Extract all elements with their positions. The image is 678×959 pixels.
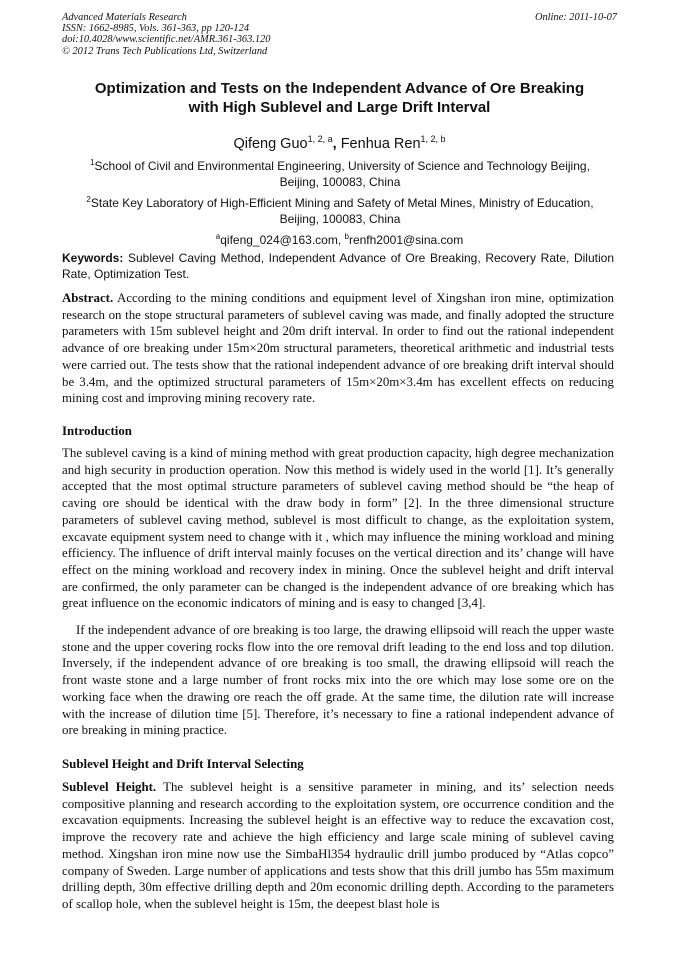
doi-line: doi:10.4028/www.scientific.net/AMR.361-363.120: [62, 34, 271, 46]
abstract: [62, 290, 614, 407]
affiliation-2: [70, 192, 610, 227]
author-emails: [62, 229, 617, 248]
author-2-name: Fenhua Ren: [340, 135, 421, 152]
affiliation-1: [70, 155, 610, 190]
sublevel-height-paragraph: [62, 779, 614, 913]
abstract-label: Abstract.: [62, 291, 114, 305]
affiliation-2-text: State Key Laboratory of High-Efficient Mining and Safety of Metal Mines, Ministry of Education, Beijing, 100083, China: [90, 196, 594, 226]
introduction-paragraph-2-text: If the independent advance of ore breaking is too large, the drawing ellipsoid will reach the upper waste stone and the upper covering rocks flow into the ore removal drift leading to the end loss and top dilution. Inversely, if the independent advance of ore breaking is too small, the drawing ellipsoid will reach the front waste stone and a large number of front rocks mix into the ore which may lose some ore on the working face when the drawing ore reach the off grade. At the same time, the dilution rate will increase with the increase of dilution time [5]. Therefore, it’s necessary to fine a rational independent advance of ore breaking in mining practice.: [62, 623, 614, 738]
email-1: qifeng_024@163.com,: [220, 233, 345, 247]
online-date: Online: 2011-10-07: [534, 12, 617, 23]
copyright-line: © 2012 Trans Tech Publications Ltd, Switzerland: [62, 45, 268, 57]
affiliation-1-sup: 1: [90, 158, 95, 167]
email-2-sup: b: [344, 232, 349, 241]
paper-title: [62, 79, 617, 117]
author-list: [62, 130, 617, 153]
affiliation-1-text: School of Civil and Environmental Engineering, University of Science and Technology Beijing, Beijing, 100083, China: [94, 159, 590, 189]
section-heading-introduction: Introduction: [62, 424, 132, 438]
keywords: [62, 250, 614, 282]
introduction-paragraph-2: [62, 622, 614, 739]
keywords-label: Keywords:: [62, 251, 124, 265]
affiliation-2-sup: 2: [86, 195, 91, 204]
keywords-text: Sublevel Caving Method, Independent Advance of Ore Breaking, Recovery Rate, Dilution Rate, Optimization Test.: [62, 251, 614, 281]
title-line-1: Optimization and Tests on the Independent Advance of Ore Breaking: [94, 80, 585, 97]
author-1-name: Qifeng Guo: [233, 135, 308, 152]
sublevel-height-lead: Sublevel Height.: [62, 780, 157, 794]
email-1-sup: a: [215, 232, 221, 241]
email-2: renfh2001@sina.com: [348, 233, 464, 247]
title-line-2: with High Sublevel and Large Drift Interval: [188, 99, 491, 116]
author-separator: ,: [332, 135, 341, 152]
issn-line: ISSN: 1662-8985, Vols. 361-363, pp 120-124: [62, 23, 250, 35]
sublevel-height-text: The sublevel height is a sensitive parameter in mining, and its’ selection needs compositive planning and research according to the exploitation system, ore occurrence condition and the excavation equipments. Increasing the sublevel height is an effective way to reduce the excavation cost, improve the recovery rate and achieve the high efficiency and large scale mining of sublevel caving method. Xingshan iron mine now use the SimbaHl354 hydraulic drill jumbo produced by “Atlas copco” company of Sweden. Large number of applications and tests show that this drill jumbo has 55m maximum drilling depth, 30m effective drilling depth and 20m economic drilling depth. According to the parameters of scallop hole, when the sublevel height is 15m, the deepest blast hole is: [62, 780, 615, 911]
introduction-paragraph-1: The sublevel caving is a kind of mining method with great production capacity, high degree mechanization and high security in production operation. Now this method is widely used in the world [1]. It’s generally accepted that the most optimal structure parameters of sublevel caving method should be “the heap of caving ore should be identical with the draw body in form” [2]. In the three dimensional structure parameters of sublevel caving method, sublevel is most difficult to change, as the exploitation system, excavate equipment system need to change with it , which may influence the mining workload and mining efficiency. The influence of drift interval mainly focuses on the vertical direction and its’ change will have effect on the mining workload and recovery index in mining. Once the sublevel height and drift interval are confirmed, the only parameter can be changed is the independent advance of ore breaking which has great influence on the economic indicators of mining and is easy to changed [3,4].: [62, 446, 614, 611]
abstract-text: According to the mining conditions and equipment level of Xingshan iron mine, optimization research on the stope structural parameters of sublevel caving was made, and finally adopted the structure parameters with 15m sublevel height and 20m drift interval. In order to find out the rational independent advance of ore breaking under 15m×20m structural parameters, theoretical arithmetic and industrial tests were carried out. The tests show that the rational independent advance of ore breaking drift interval should be 3.4m, and the optimized structural parameters of 15m×20m×3.4m has excellent effects on reducing mining cost and improving mining recovery rate.: [62, 291, 614, 406]
section-heading-sublevel: Sublevel Height and Drift Interval Selecting: [62, 757, 304, 771]
author-1-affil: 1, 2, a: [307, 134, 333, 144]
journal-header: [62, 12, 617, 57]
journal-name: Advanced Materials Research: [62, 12, 187, 23]
author-2-affil: 1, 2, b: [420, 134, 446, 144]
